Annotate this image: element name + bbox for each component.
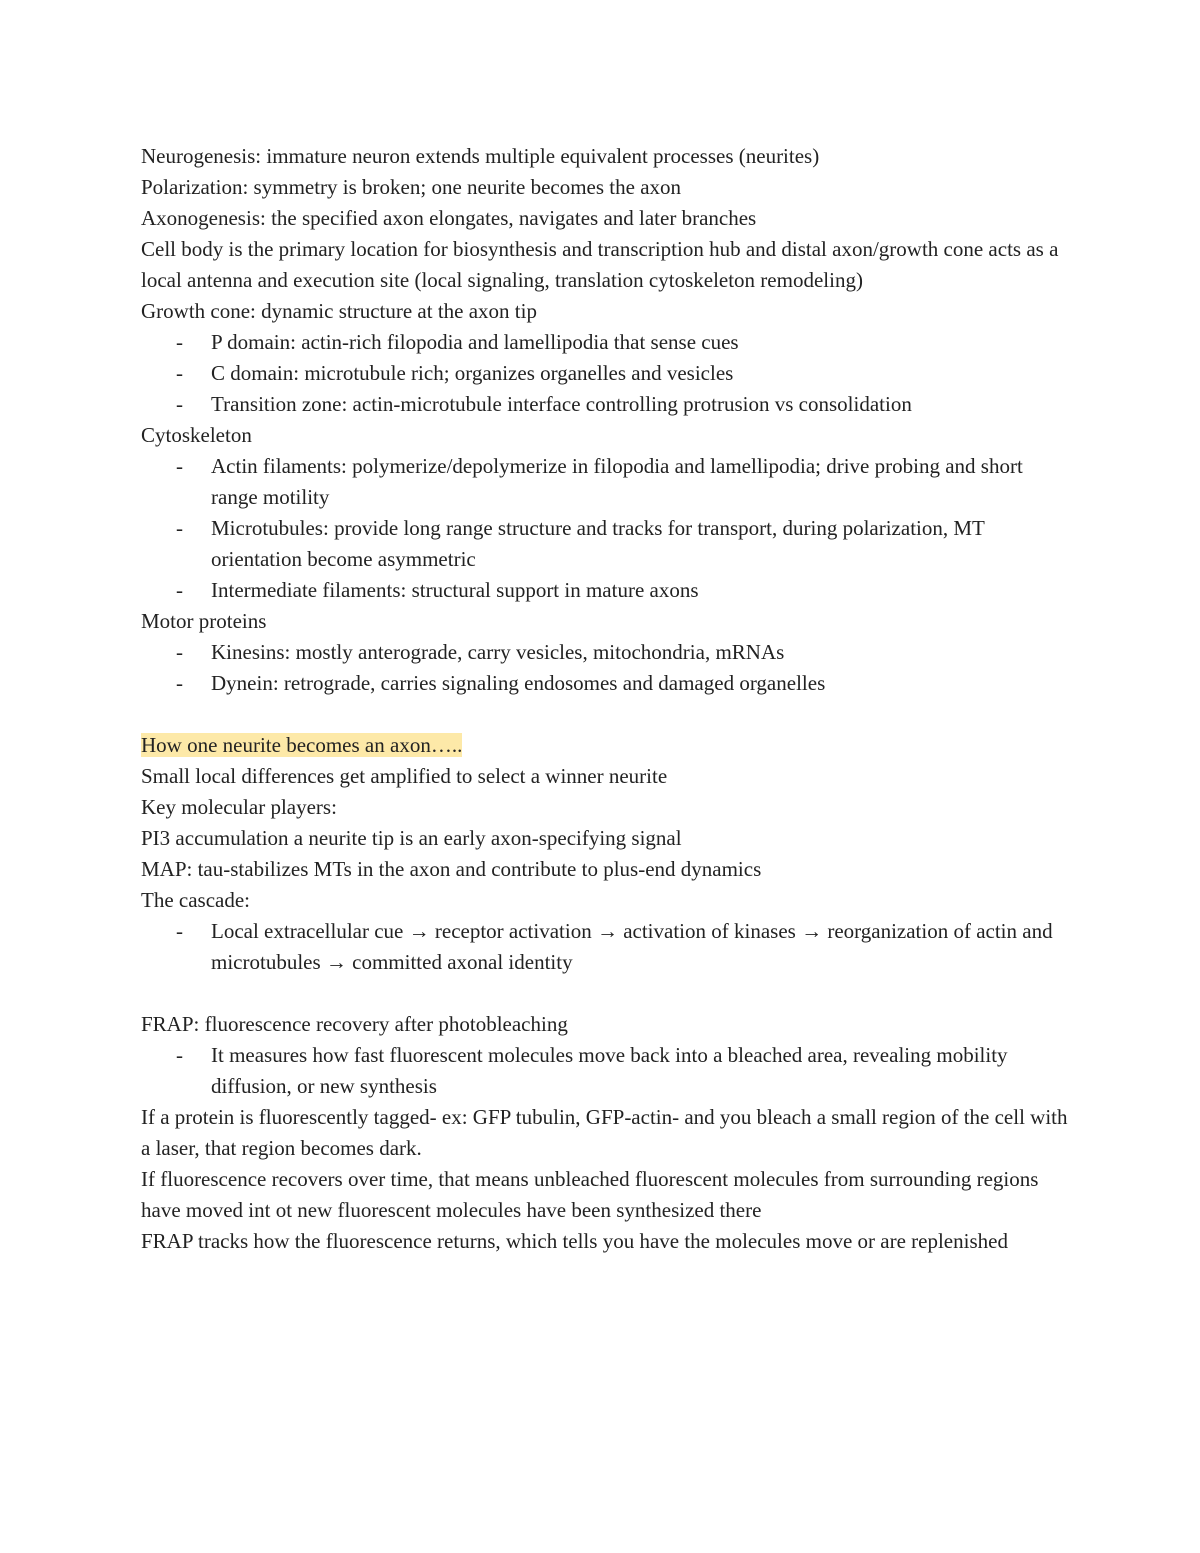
- section-heading: [141, 730, 1071, 761]
- blank-line: [141, 978, 1071, 1009]
- text-line: Small local differences get amplified to select a winner neurite: [141, 764, 668, 788]
- bullet-item: [141, 327, 1071, 358]
- bullet-marker: -: [176, 361, 183, 385]
- bullet-item: [141, 451, 1071, 513]
- bullet-marker: -: [176, 516, 183, 540]
- text-line: PI3 accumulation a neurite tip is an early axon-specifying signal: [141, 826, 682, 850]
- highlighted-text: How one neurite becomes an axon…..: [141, 733, 463, 757]
- text-line: Cytoskeleton: [141, 423, 252, 447]
- bullet-text: P domain: actin-rich filopodia and lamellipodia that sense cues: [211, 330, 739, 354]
- text-line: Neurogenesis: immature neuron extends multiple equivalent processes (neurites): [141, 144, 820, 168]
- text-line: The cascade:: [141, 888, 251, 912]
- bullet-item: [141, 358, 1071, 389]
- bullet-item: [141, 668, 1071, 699]
- bullet-text: Kinesins: mostly anterograde, carry vesicles, mitochondria, mRNAs: [211, 640, 785, 664]
- text-line: FRAP: fluorescence recovery after photobleaching: [141, 1012, 568, 1036]
- bullet-item: [141, 916, 1071, 978]
- text-paragraph: If fluorescence recovers over time, that means unbleached fluorescent molecules from surrounding regions have moved int ot new fluorescent molecules have been synthesized there: [141, 1167, 1039, 1222]
- bullet-marker: -: [176, 640, 183, 664]
- bullet-text: Intermediate filaments: structural support in mature axons: [211, 578, 699, 602]
- bullet-item: [141, 637, 1071, 668]
- bullet-text: Dynein: retrograde, carries signaling endosomes and damaged organelles: [211, 671, 826, 695]
- blank-line: [141, 699, 1071, 730]
- text-line: Polarization: symmetry is broken; one neurite becomes the axon: [141, 175, 682, 199]
- bullet-marker: -: [176, 392, 183, 416]
- bullet-item: [141, 575, 1071, 606]
- bullet-text: C domain: microtubule rich; organizes organelles and vesicles: [211, 361, 734, 385]
- text-paragraph: Cell body is the primary location for biosynthesis and transcription hub and distal axon/growth cone acts as a local antenna and execution site (local signaling, translation cytoskeleton remodeling): [141, 237, 1059, 292]
- bullet-text: Local extracellular cue → receptor activation → activation of kinases → reorganization of actin and microtubules → committed axonal identity: [211, 919, 1053, 974]
- bullet-marker: -: [176, 454, 183, 478]
- text-line: Key molecular players:: [141, 795, 337, 819]
- bullet-item: [141, 1040, 1071, 1102]
- bullet-marker: -: [176, 919, 183, 943]
- text-line: MAP: tau-stabilizes MTs in the axon and contribute to plus-end dynamics: [141, 857, 762, 881]
- document-body: [141, 141, 1071, 1257]
- text-line: Motor proteins: [141, 609, 267, 633]
- bullet-text: Actin filaments: polymerize/depolymerize in filopodia and lamellipodia; drive probing and short range motility: [211, 454, 1023, 509]
- bullet-marker: -: [176, 578, 183, 602]
- bullet-marker: -: [176, 671, 183, 695]
- text-paragraph: If a protein is fluorescently tagged- ex: GFP tubulin, GFP-actin- and you bleach a small region of the cell with a laser, that region becomes dark.: [141, 1105, 1068, 1160]
- bullet-item: [141, 513, 1071, 575]
- bullet-marker: -: [176, 330, 183, 354]
- bullet-item: [141, 389, 1071, 420]
- bullet-text: Transition zone: actin-microtubule interface controlling protrusion vs consolidation: [211, 392, 912, 416]
- text-paragraph: FRAP tracks how the fluorescence returns, which tells you have the molecules move or are replenished: [141, 1229, 1008, 1253]
- text-line: Growth cone: dynamic structure at the axon tip: [141, 299, 537, 323]
- text-line: Axonogenesis: the specified axon elongates, navigates and later branches: [141, 206, 757, 230]
- bullet-text: Microtubules: provide long range structure and tracks for transport, during polarization, MT orientation become asymmetric: [211, 516, 985, 571]
- bullet-marker: -: [176, 1043, 183, 1067]
- bullet-text: It measures how fast fluorescent molecules move back into a bleached area, revealing mobility diffusion, or new synthesis: [211, 1043, 1008, 1098]
